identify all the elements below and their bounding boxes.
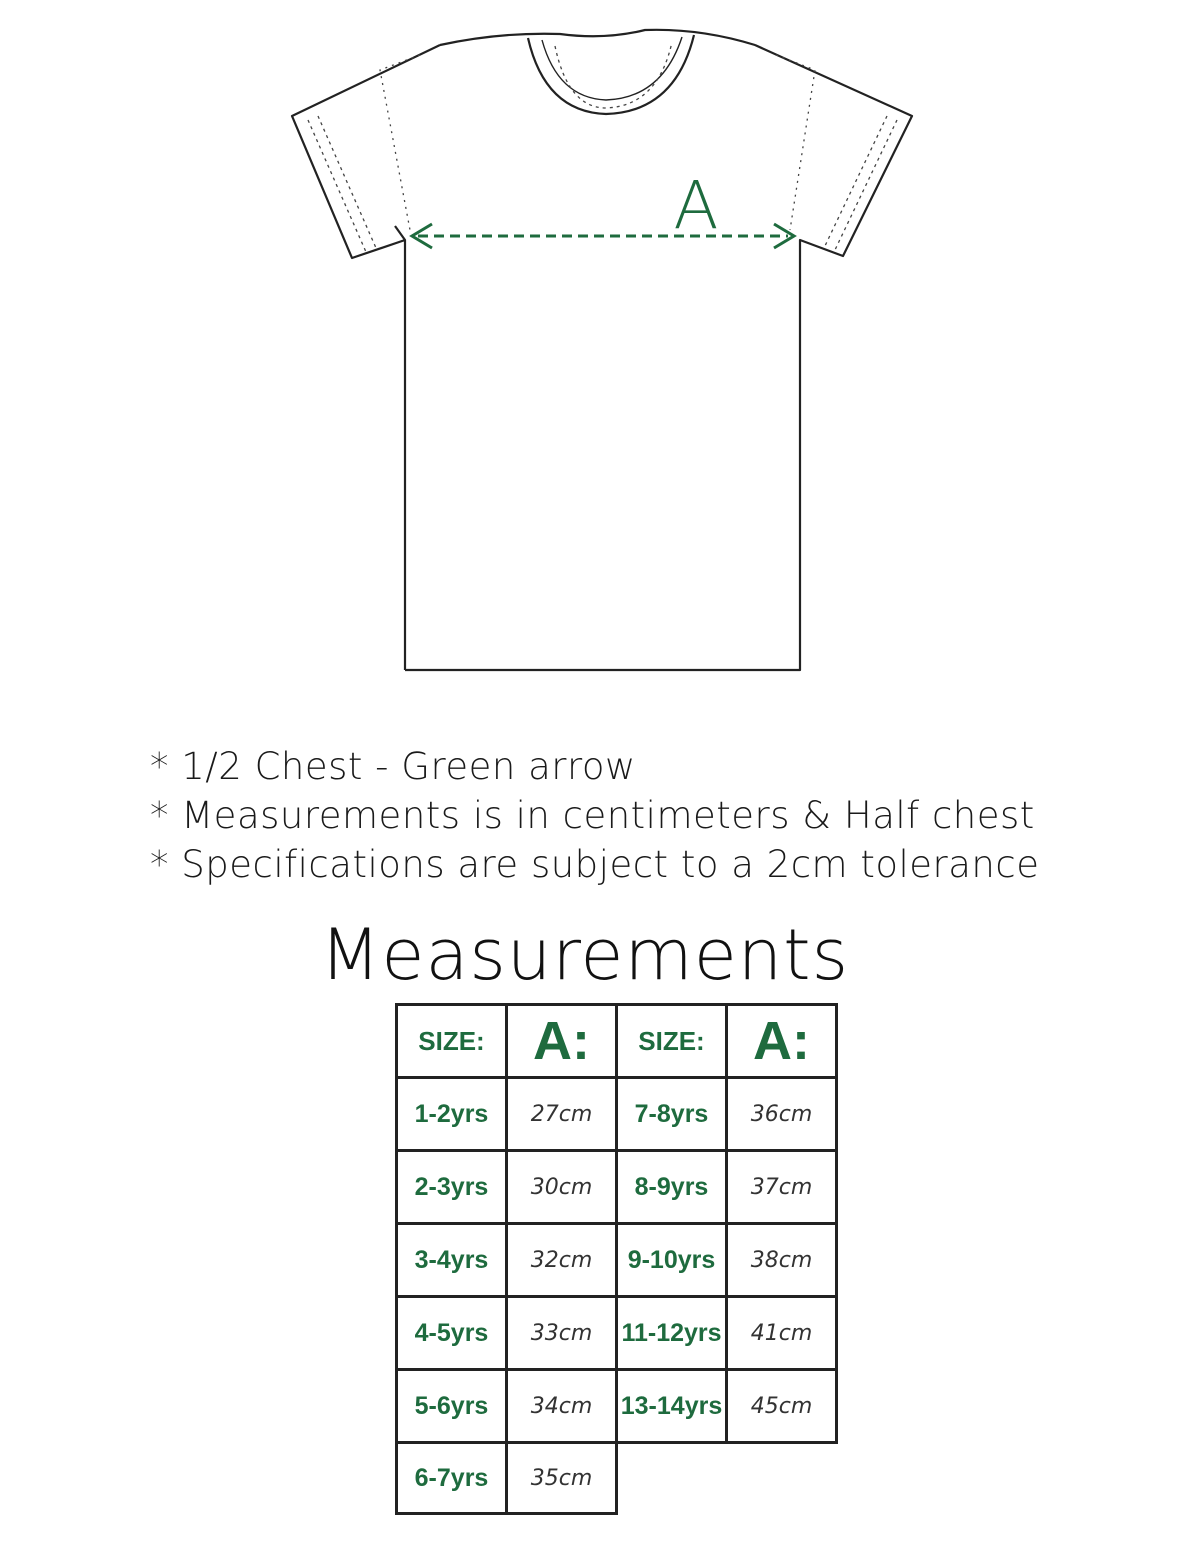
table-row-value: 36cm [725, 1076, 838, 1152]
table-row-value: 35cm [505, 1441, 618, 1515]
table-row-size: 5-6yrs [395, 1368, 508, 1444]
table-row-value: 27cm [505, 1076, 618, 1152]
table-row-size: 11-12yrs [615, 1295, 728, 1371]
table-row-size: 2-3yrs [395, 1149, 508, 1225]
arrow-label-a: A [673, 167, 719, 244]
neckline [528, 35, 694, 114]
header-size-left: SIZE: [395, 1003, 508, 1079]
table-row-value: 32cm [505, 1222, 618, 1298]
note-half-chest: * 1/2 Chest - Green arrow [150, 745, 636, 788]
chest-arrow [412, 224, 794, 248]
size-table [395, 1003, 840, 1515]
table-row-size: 7-8yrs [615, 1076, 728, 1152]
table-row-value: 34cm [505, 1368, 618, 1444]
table-row-value: 45cm [725, 1368, 838, 1444]
table-row-size: 9-10yrs [615, 1222, 728, 1298]
shirt-outline [292, 30, 912, 670]
header-size-right: SIZE: [615, 1003, 728, 1079]
table-row-size: 6-7yrs [395, 1441, 508, 1515]
note-units: * Measurements is in centimeters & Half chest [150, 794, 1035, 837]
table-row-size: 8-9yrs [615, 1149, 728, 1225]
table-row-size: 3-4yrs [395, 1222, 508, 1298]
table-row-value: 37cm [725, 1149, 838, 1225]
table-row-value: 41cm [725, 1295, 838, 1371]
header-a-right: A: [725, 1003, 838, 1079]
table-row-value: 33cm [505, 1295, 618, 1371]
table-row-size: 4-5yrs [395, 1295, 508, 1371]
tshirt-diagram [0, 0, 1200, 700]
table-row-size: 1-2yrs [395, 1076, 508, 1152]
table-row-value: 38cm [725, 1222, 838, 1298]
table-row-size: 13-14yrs [615, 1368, 728, 1444]
measurements-heading: Measurements [320, 914, 850, 996]
notes [150, 742, 1039, 889]
table-row-value: 30cm [505, 1149, 618, 1225]
header-a-left: A: [505, 1003, 618, 1079]
note-tolerance: * Specifications are subject to a 2cm tolerance [150, 843, 1040, 886]
